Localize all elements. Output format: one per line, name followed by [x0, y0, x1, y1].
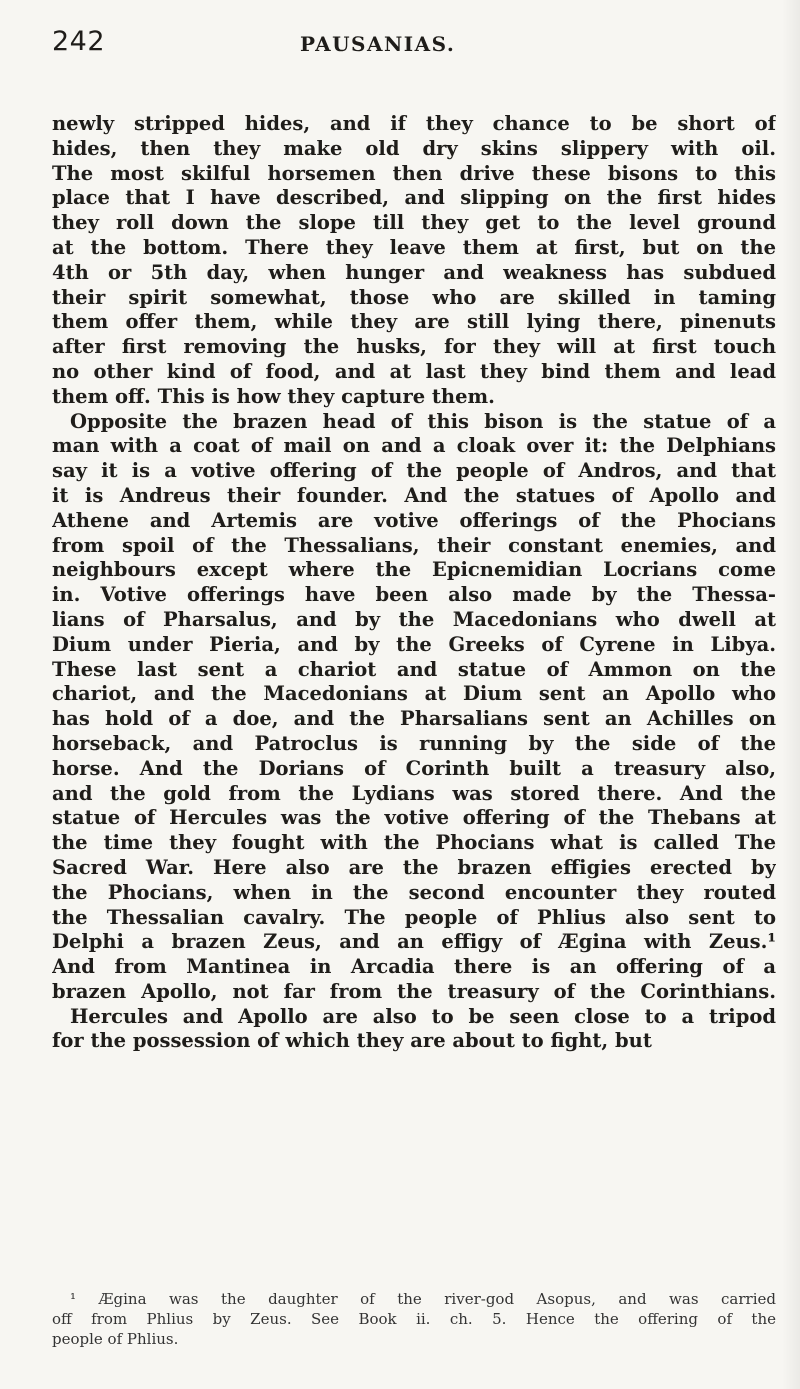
- body-line: place that I have described, and slipping on the first hides: [52, 186, 776, 210]
- body-line: 4th or 5th day, when hunger and weakness has subdued: [52, 260, 776, 284]
- body-line: the Phocians, when in the second encounter they routed: [52, 880, 776, 904]
- body-line: at the bottom. There they leave them at first, but on the: [52, 235, 776, 259]
- body-line: the Thessalian cavalry. The people of Phlius also sent to: [52, 905, 776, 929]
- body-line: after first removing the husks, for they will at first touch: [52, 335, 776, 359]
- body-line: neighbours except where the Epicnemidian Locrians come: [52, 558, 776, 582]
- body-line: horse. And the Dorians of Corinth built a treasury also,: [52, 756, 776, 780]
- body-line: in. Votive offerings have been also made by the Thessa-: [52, 583, 776, 607]
- body-line: man with a coat of mail on and a cloak over it: the Delphians: [52, 434, 776, 458]
- body-line: no other kind of food, and at last they bind them and lead: [52, 359, 776, 383]
- footnote-line: people of Phlius.: [52, 1330, 179, 1348]
- page-number: 242: [52, 26, 106, 57]
- body-line: hides, then they make old dry skins slippery with oil.: [52, 136, 776, 160]
- body-line: their spirit somewhat, those who are skilled in taming: [52, 285, 776, 309]
- body-line: statue of Hercules was the votive offering of the Thebans at: [52, 806, 776, 830]
- book-page: [52, 22, 776, 1362]
- body-line: The most skilful horsemen then drive these bisons to this: [52, 161, 776, 185]
- running-head: [52, 22, 776, 68]
- body-line: it is Andreus their founder. And the statues of Apollo and: [52, 483, 776, 507]
- running-title: PAUSANIAS.: [300, 32, 456, 56]
- footnote-line: ¹ Ægina was the daughter of the river-god Asopus, and was carried: [70, 1290, 776, 1308]
- body-line: the time they fought with the Phocians what is called The: [52, 831, 776, 855]
- body-line: them off. This is how they capture them.: [52, 384, 495, 408]
- body-line: has hold of a doe, and the Pharsalians sent an Achilles on: [52, 707, 776, 731]
- body-line: Opposite the brazen head of this bison is the statue of a: [70, 409, 776, 433]
- body-line: for the possession of which they are about to fight, but: [52, 1029, 652, 1053]
- footnote-line: off from Phlius by Zeus. See Book ii. ch. 5. Hence the offering of the: [52, 1310, 776, 1328]
- body-line: lians of Pharsalus, and by the Macedonians who dwell at: [52, 607, 776, 631]
- body-line: Hercules and Apollo are also to be seen close to a tripod: [70, 1004, 776, 1028]
- page-edge-shadow: [782, 0, 800, 1389]
- body-line: Dium under Pieria, and by the Greeks of Cyrene in Libya.: [52, 632, 776, 656]
- body-line: from spoil of the Thessalians, their constant enemies, and: [52, 533, 776, 557]
- body-line: and the gold from the Lydians was stored there. And the: [52, 781, 776, 805]
- body-line: they roll down the slope till they get to the level ground: [52, 211, 776, 235]
- body-line: And from Mantinea in Arcadia there is an offering of a: [52, 955, 776, 979]
- body-text: [52, 112, 776, 1054]
- footnote: [52, 1289, 776, 1349]
- body-line: Athene and Artemis are votive offerings of the Phocians: [52, 508, 776, 532]
- body-line: say it is a votive offering of the people of Andros, and that: [52, 459, 776, 483]
- body-line: Sacred War. Here also are the brazen effigies erected by: [52, 855, 776, 879]
- body-line: horseback, and Patroclus is running by the side of the: [52, 731, 776, 755]
- body-line: newly stripped hides, and if they chance to be short of: [52, 112, 776, 135]
- body-line: These last sent a chariot and statue of Ammon on the: [52, 657, 776, 681]
- body-line: them offer them, while they are still lying there, pinenuts: [52, 310, 776, 334]
- body-line: brazen Apollo, not far from the treasury of the Corinthians.: [52, 979, 776, 1003]
- body-line: Delphi a brazen Zeus, and an effigy of Ægina with Zeus.¹: [52, 930, 776, 954]
- body-line: chariot, and the Macedonians at Dium sent an Apollo who: [52, 682, 776, 706]
